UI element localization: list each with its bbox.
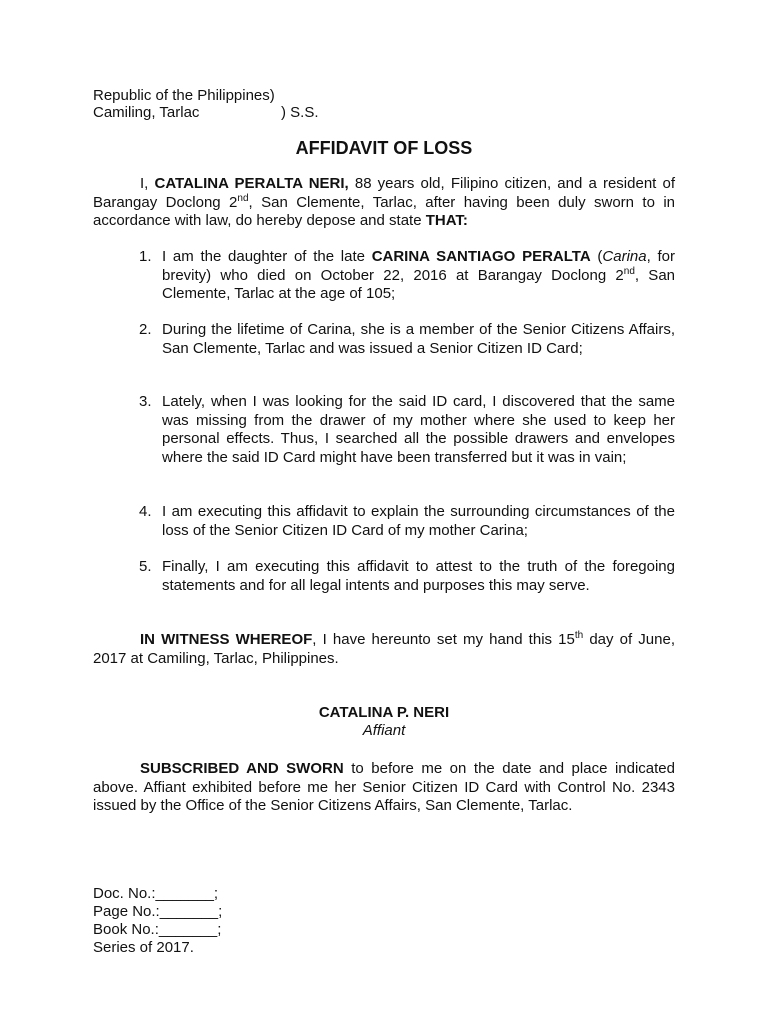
jurat-text: to before me on the date and place indicated above. Affiant exhibited before me her Senior Citizen ID Card with Control No. 2343 issued by the Office of the Senior Citizens Affairs, San Clemente, Tarlac. xyxy=(93,760,675,814)
venue-country: Republic of the Philippines xyxy=(93,87,270,104)
statement-text: Finally, I am executing this affidavit to attest to the truth of the foregoing statements and for all legal intents and purposes this may serve. xyxy=(162,558,675,594)
jurat-paragraph xyxy=(93,760,675,816)
intro-paragraph xyxy=(93,175,675,231)
intro-text-2: , San Clemente, Tarlac, after having been duly sworn to in accordance with law, do hereby depose and state xyxy=(93,193,675,229)
statement-1-c: ( xyxy=(590,248,603,265)
witness-text-2: day of June, 2017 at Camiling, Tarlac, Philippines. xyxy=(93,631,675,667)
witness-paragraph xyxy=(93,631,675,668)
statement-1-f: , San Clemente, Tarlac at the age of 105; xyxy=(162,266,675,302)
document-title: AFFIDAVIT OF LOSS xyxy=(295,138,473,158)
venue-municipality: Camiling, Tarlac xyxy=(93,104,200,121)
venue-paren: ) xyxy=(269,87,275,104)
jurat-heading: SUBSCRIBED AND SWORN xyxy=(140,760,344,777)
statement-4 xyxy=(140,503,675,540)
statement-5 xyxy=(140,558,675,595)
venue-ss: ) S.S. xyxy=(281,104,319,121)
signature-block xyxy=(0,704,768,740)
statement-number: 1. xyxy=(139,248,152,265)
statement-1-a: I am the daughter of the late xyxy=(162,248,372,265)
doc-number: Doc. No.:_______; xyxy=(93,885,219,902)
statement-3 xyxy=(140,393,675,467)
statement-text: I am executing this affidavit to explain the surrounding circumstances of the loss of the Senior Citizen ID Card of my mother Carina; xyxy=(162,503,675,539)
deceased-name: CARINA SANTIAGO PERALTA xyxy=(371,248,591,265)
intro-prefix: I, xyxy=(140,175,155,192)
witness-heading: IN WITNESS WHEREOF xyxy=(140,631,313,648)
venue-line-1 xyxy=(93,87,319,104)
intro-sup: nd xyxy=(237,192,249,204)
statement-text xyxy=(162,248,675,304)
intro-text-1: 88 years old, Filipino citizen, and a resident of Barangay Doclong 2 xyxy=(93,175,675,211)
statement-number: 2. xyxy=(139,321,152,338)
notarial-register xyxy=(93,885,222,957)
book-number: Book No.:_______; xyxy=(93,921,222,938)
venue-block xyxy=(93,87,319,121)
statement-text: Lately, when I was looking for the said ID card, I discovered that the same was missing from the drawer of my mother where she used to keep her personal effects. Thus, I searched all the possible drawers and envelopes where the said ID Card might have been transferred but it was in vain; xyxy=(162,393,675,466)
series-year: Series of 2017. xyxy=(93,939,194,956)
statement-text: During the lifetime of Carina, she is a member of the Senior Citizens Affairs, San Clemente, Tarlac and was issued a Senior Citizen ID Card; xyxy=(162,321,675,357)
witness-sup: th xyxy=(574,630,584,641)
venue-line-2 xyxy=(93,104,319,121)
statement-number: 5. xyxy=(139,558,152,575)
signatory-role: Affiant xyxy=(362,722,406,739)
intro-that: THAT: xyxy=(425,212,468,229)
statement-2 xyxy=(140,321,675,358)
statement-1-e: , for brevity) who died on October 22, 2016 at Barangay Doclong 2 xyxy=(162,248,675,284)
witness-text-1: , I have hereunto set my hand this 15 xyxy=(312,631,575,648)
statement-1 xyxy=(140,248,675,304)
short-name: Carina xyxy=(602,248,647,265)
statement-number: 4. xyxy=(139,503,152,520)
statement-1-sup: nd xyxy=(623,265,635,277)
page-number: Page No.:_______; xyxy=(93,903,223,920)
signatory-name: CATALINA P. NERI xyxy=(318,704,450,721)
statement-number: 3. xyxy=(139,393,152,410)
affiant-name: CATALINA PERALTA NERI, xyxy=(154,175,349,192)
